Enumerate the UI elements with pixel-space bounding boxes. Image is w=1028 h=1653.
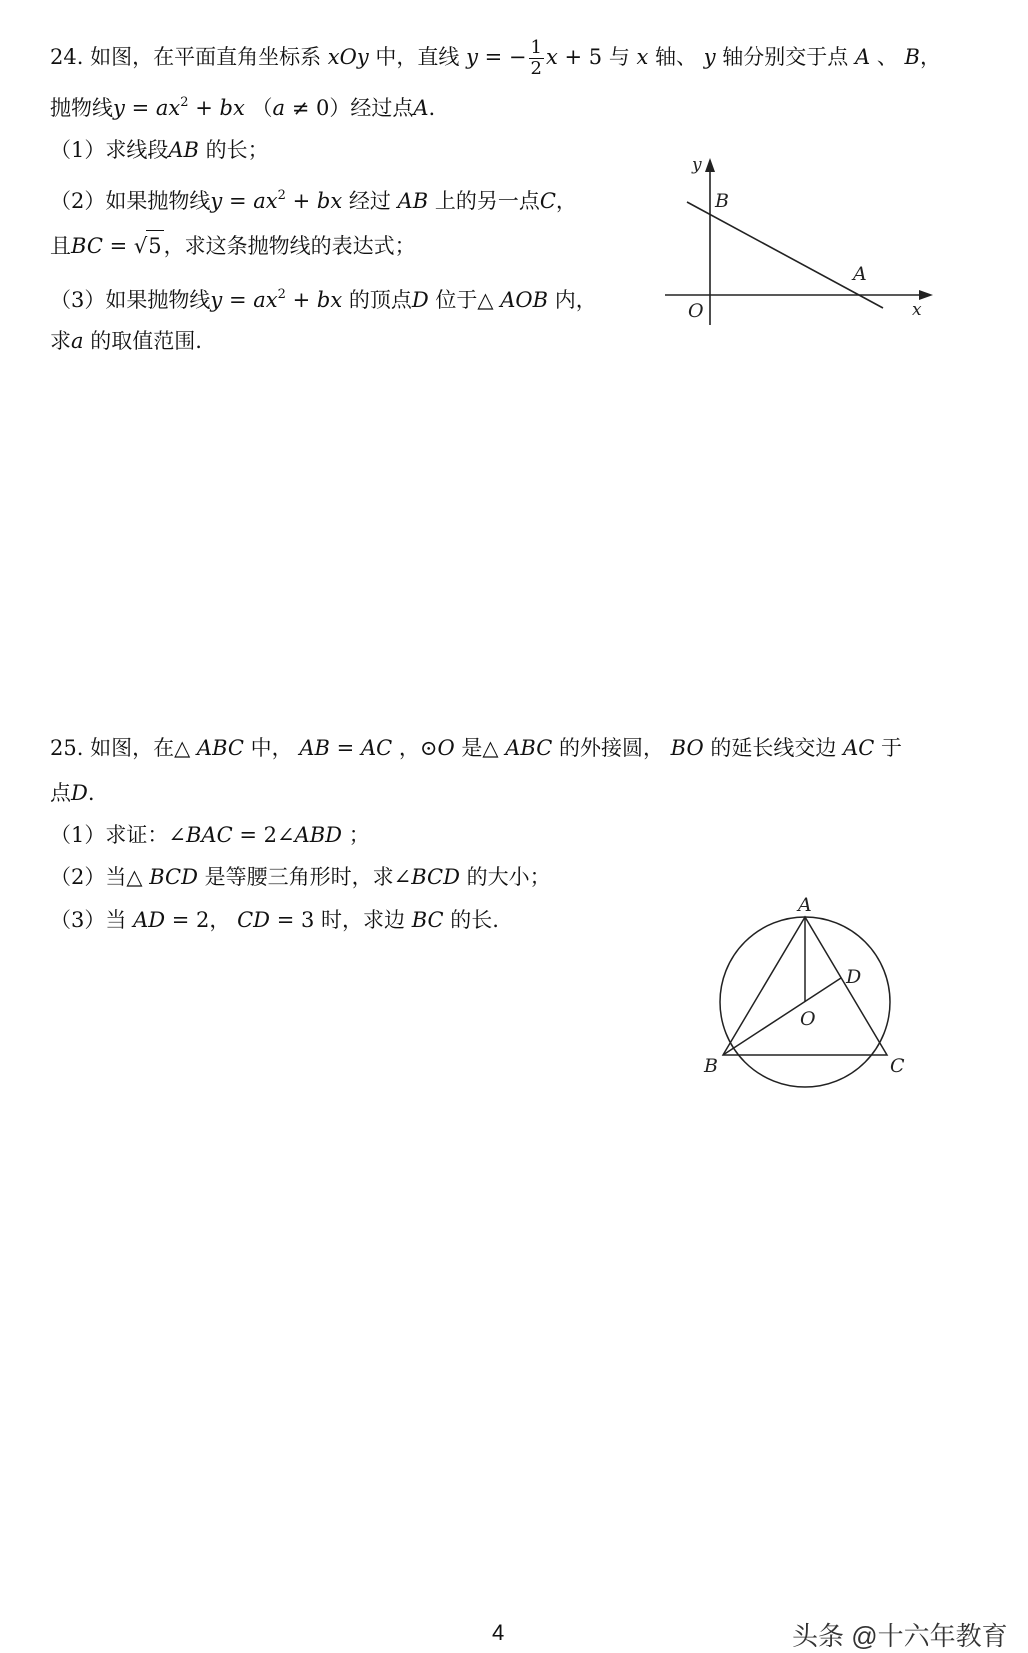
q25-text: 中， (250, 736, 293, 760)
circle-triangle-figure (700, 890, 910, 1100)
q24-var: bx (316, 288, 343, 312)
q25-text: 点 (50, 781, 71, 805)
q24-text: 的取值范围. (90, 329, 202, 353)
q24-var: ax (253, 189, 278, 213)
q24-text: 轴分别交于点 (722, 45, 849, 69)
q25-var: BO (670, 736, 704, 760)
superscript: 2 (180, 95, 189, 110)
q25-text: 是△ (461, 736, 499, 760)
q24-op: = (228, 189, 247, 213)
x-axis-arrow-icon (919, 290, 933, 300)
q24-var: B (904, 45, 920, 69)
sqrt-radicand: 5 (146, 230, 163, 261)
q24-line-2 (50, 88, 435, 123)
q24-part-2-cont (50, 230, 416, 261)
q24-text: . (428, 96, 436, 120)
q25-var: BC (411, 908, 444, 932)
q24-var: C (539, 189, 556, 213)
q24-text: 与 (608, 45, 630, 69)
q25-text: ， (209, 908, 231, 932)
q24-text: （3）如果抛物线 (50, 288, 211, 312)
q24-part-3 (50, 280, 597, 315)
q24-op: + (195, 96, 213, 120)
q24-var: A (413, 96, 429, 120)
q24-text: （2）如果抛物线 (50, 189, 211, 213)
q25-part-2 (50, 862, 551, 892)
q24-var: BC (71, 234, 103, 258)
q24-op: = (131, 96, 150, 120)
y-axis-arrow-icon (705, 158, 715, 172)
q25-text: 25. 如图，在△ (50, 736, 191, 760)
q25-var: CD (237, 908, 270, 932)
q24-part-2 (50, 181, 577, 216)
sqrt-sign: √ (133, 234, 148, 258)
q24-op: = − (484, 45, 527, 69)
q24-text: 的长； (205, 138, 269, 162)
q25-op: = 3 (276, 908, 315, 932)
q24-var: a (71, 329, 84, 353)
segment-bd (723, 978, 841, 1055)
q24-text: ， (555, 189, 577, 213)
q25-var: AB (299, 736, 330, 760)
q24-op: + (292, 288, 311, 312)
q24-text: 、 (876, 45, 898, 69)
q25-var: D (71, 781, 88, 805)
q25-var: BAC (185, 823, 233, 847)
q25-text: 是等腰三角形时，求∠ (204, 865, 412, 889)
fraction-denominator: 2 (530, 58, 542, 79)
q25-text: （3）当 (50, 908, 127, 932)
q25-var: O (437, 736, 455, 760)
q25-text: . (87, 781, 95, 805)
q24-text: 上的另一点 (434, 189, 540, 213)
q24-text: ）经过点 (329, 96, 414, 120)
q24-text: ， (919, 45, 941, 69)
q24-text: 24. 如图，在平面直角坐标系 (50, 45, 322, 69)
q25-line-2 (50, 778, 95, 808)
q24-text: 轴、 (655, 45, 698, 69)
q25-op: = 2∠ (239, 823, 295, 847)
q24-var: AB (168, 138, 199, 162)
line-ab (687, 202, 883, 308)
q25-figure (700, 890, 910, 1100)
q24-var: ax (253, 288, 278, 312)
q24-var: y (466, 45, 478, 69)
q24-text: （ (251, 96, 273, 120)
q25-text: 时，求边 (321, 908, 406, 932)
q25-text: 的长. (450, 908, 499, 932)
label-point-d: D (846, 966, 862, 988)
q24-text: 求 (50, 329, 71, 353)
q24-var: y (703, 45, 716, 69)
q24-line-1 (50, 38, 941, 79)
q24-figure (655, 150, 935, 335)
label-point-b: B (715, 190, 729, 212)
q25-var: ABC (505, 736, 553, 760)
q25-text: 于 (881, 736, 903, 760)
q24-var: y (210, 288, 223, 312)
q24-var: A (854, 45, 871, 69)
fraction-numerator: 1 (530, 37, 542, 58)
fraction-one-half (529, 38, 544, 79)
q24-var: bx (316, 189, 343, 213)
q24-op: + 5 (564, 45, 603, 69)
watermark: 头条 @十六年教育 (792, 1621, 1008, 1651)
q24-text: ，求这条抛物线的表达式； (163, 234, 416, 258)
q24-var: D (411, 288, 429, 312)
q25-text: （1）求证：∠ (50, 823, 186, 847)
q24-text: 内， (554, 288, 597, 312)
q24-var: xOy (327, 45, 369, 69)
q24-text: 且 (50, 234, 71, 258)
label-point-c: C (890, 1055, 905, 1077)
label-origin-o: O (688, 300, 704, 322)
q25-part-3 (50, 905, 499, 935)
q24-text: 抛物线 (50, 96, 113, 120)
label-point-a: A (798, 894, 812, 916)
q25-var: AC (360, 736, 393, 760)
q24-text: 中，直线 (375, 45, 460, 69)
label-y: y (692, 155, 702, 175)
q24-var: y (210, 189, 223, 213)
q25-text: ； (348, 823, 370, 847)
q25-text: （2）当△ (50, 865, 143, 889)
q24-text: 的顶点 (348, 288, 412, 312)
q25-var: AC (843, 736, 875, 760)
label-point-a: A (853, 263, 867, 285)
q25-text: 的外接圆， (558, 736, 664, 760)
q24-var: ax (155, 96, 181, 120)
q24-part-3-cont (50, 326, 202, 356)
q24-op: + (292, 189, 311, 213)
q24-var: a (272, 96, 286, 120)
q25-var: ABC (196, 736, 244, 760)
label-center-o: O (800, 1008, 816, 1030)
q24-var: x (636, 45, 649, 69)
label-point-b: B (704, 1055, 718, 1077)
q25-text: ，⊙ (398, 736, 438, 760)
superscript: 2 (277, 188, 286, 203)
q24-var: y (113, 96, 125, 120)
q24-var: AOB (500, 288, 549, 312)
q24-var: x (545, 45, 558, 69)
q25-part-1 (50, 820, 370, 850)
q25-line-1 (50, 733, 902, 763)
q24-text: （1）求线段 (50, 138, 169, 162)
q24-var: bx (219, 96, 245, 120)
q25-op: = 2 (171, 908, 210, 932)
label-x: x (912, 300, 922, 320)
page-number: 4 (492, 1620, 505, 1645)
q25-text: 的延长线交边 (710, 736, 837, 760)
superscript: 2 (277, 287, 286, 302)
q24-text: 位于△ (435, 288, 494, 312)
q25-text: 的大小； (466, 865, 551, 889)
q25-var: AD (133, 908, 166, 932)
q25-var: BCD (411, 865, 460, 889)
q24-var: AB (397, 189, 429, 213)
q24-part-1 (50, 135, 269, 165)
q24-op: ≠ 0 (291, 96, 330, 120)
q25-var: ABD (294, 823, 342, 847)
coordinate-plane-figure (655, 150, 935, 335)
q25-var: BCD (149, 865, 198, 889)
q24-op: = (228, 288, 247, 312)
q25-op: = (336, 736, 355, 760)
q24-op: = (109, 234, 128, 258)
q24-text: 经过 (348, 189, 391, 213)
